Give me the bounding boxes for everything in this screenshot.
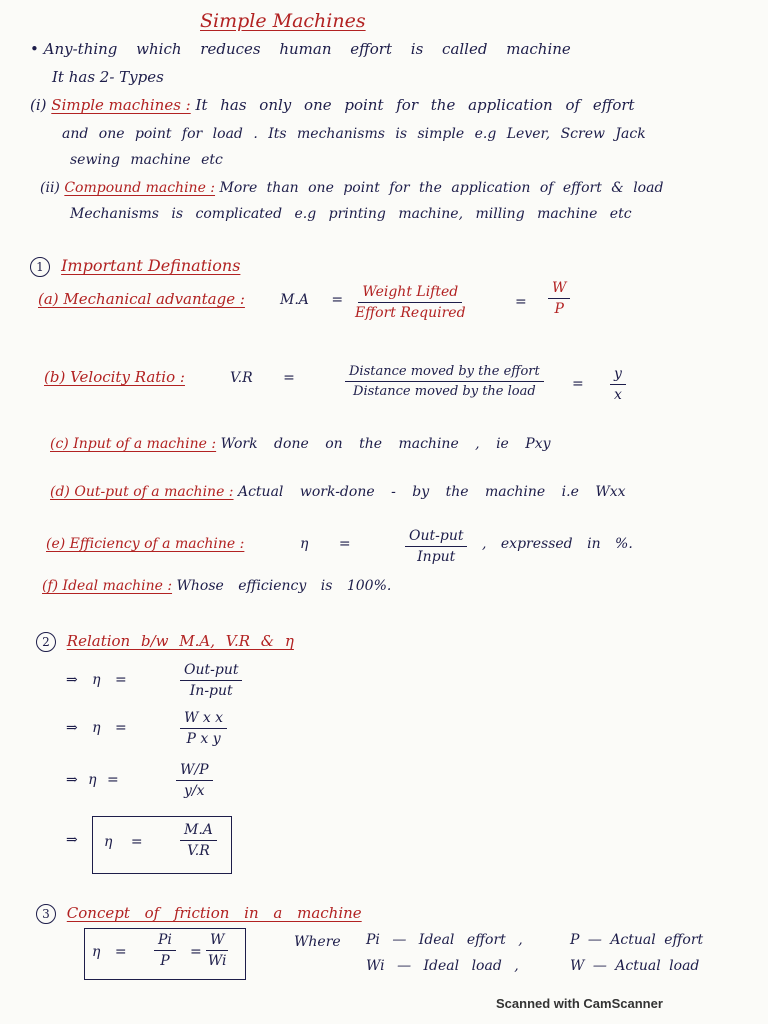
compound-machine-term: Compound machine : — [64, 180, 216, 196]
simple-machine-num: (i) — [30, 96, 47, 114]
relation-step-2-lhs: ⇒ η = — [66, 720, 127, 736]
relation-step-4-numerator: M.A — [180, 822, 217, 841]
relation-step-1-lhs: ⇒ η = — [66, 672, 127, 688]
simple-machine-line-3: sewing machine etc — [70, 152, 223, 168]
compound-machine-text-1: More than one point for the application of effort & load — [219, 180, 664, 196]
relation-step-4-lhs: ⇒ — [66, 832, 78, 848]
def-a-lhs: M.A = — [280, 292, 344, 308]
def-a-numerator-2: W — [548, 280, 570, 299]
relation-step-3-fraction — [176, 762, 213, 799]
section-2-heading — [36, 632, 294, 652]
def-b-lhs: V.R = — [230, 370, 295, 386]
section-3-title: Concept of friction in a machine — [66, 904, 362, 922]
def-b-denominator: Distance moved by the load — [353, 384, 536, 399]
def-a-fraction — [355, 284, 466, 321]
def-e-lhs: η = — [300, 536, 351, 552]
def-e-label-text: (e) Efficiency of a machine : — [46, 536, 245, 552]
def-b-label-text: (b) Velocity Ratio : — [44, 368, 185, 386]
friction-denominator-2: Wi — [207, 953, 227, 969]
def-b-eq: = — [572, 376, 584, 392]
simple-machine-text-1: It has only one point for the application of effort — [195, 96, 635, 114]
def-a-denominator: Effort Required — [355, 305, 466, 321]
relation-step-4-fraction — [180, 822, 217, 859]
compound-machine-line-1 — [40, 180, 663, 196]
def-b-numerator-2: y — [610, 366, 626, 385]
scanner-watermark: Scanned with CamScanner — [496, 996, 663, 1011]
simple-machine-term: Simple machines : — [51, 96, 191, 114]
friction-def-pi: Pi — Ideal effort , — [366, 932, 523, 948]
compound-machine-num: (ii) — [40, 180, 60, 196]
friction-def-p: P — Actual effort — [570, 932, 704, 948]
section-2-title: Relation b/w M.A, V.R & η — [66, 632, 294, 650]
friction-numerator-1: Pi — [154, 932, 176, 951]
relation-step-2-numerator: W x x — [180, 710, 227, 729]
friction-fraction-1 — [154, 932, 176, 969]
simple-machine-line-2: and one point for load . Its mechanisms is simple e.g Lever, Screw Jack — [62, 126, 646, 142]
def-b-fraction-2 — [610, 366, 626, 403]
relation-step-1-denominator: In-put — [189, 683, 233, 699]
def-a-label — [38, 290, 245, 308]
relation-step-4-inner: η = — [104, 834, 143, 850]
section-3-number: 3 — [36, 904, 56, 924]
def-b-numerator: Distance moved by the effort — [345, 364, 544, 382]
simple-machine-line-1 — [30, 96, 635, 114]
compound-machine-line-2: Mechanisms is complicated e.g printing machine, milling machine etc — [70, 206, 632, 222]
def-e-text: , expressed in %. — [482, 536, 633, 552]
def-f — [42, 578, 391, 594]
def-f-text: Whose efficiency is 100%. — [176, 578, 392, 594]
friction-numerator-2: W — [206, 932, 228, 951]
def-e-numerator: Out-put — [405, 528, 467, 547]
section-2-number: 2 — [36, 632, 56, 652]
def-a-label-text: (a) Mechanical advantage : — [38, 290, 245, 308]
friction-lhs: η = — [92, 944, 127, 960]
section-1-title: Important Definations — [61, 256, 241, 275]
intro-line-1: • Any-thing which reduces human effort is called machine — [30, 40, 571, 58]
intro-line-2: It has 2- Types — [52, 68, 164, 86]
def-d-text: Actual work-done - by the machine i.e Wxx — [237, 484, 626, 500]
def-d-label: (d) Out-put of a machine : — [50, 484, 234, 500]
def-b-label — [44, 368, 185, 386]
relation-step-1-fraction — [180, 662, 242, 699]
def-e-fraction — [405, 528, 467, 565]
def-c — [50, 436, 551, 452]
friction-eq: = — [190, 944, 202, 960]
relation-step-2-denominator: P x y — [186, 731, 221, 747]
relation-step-3-numerator: W/P — [176, 762, 213, 781]
friction-def-w: W — Actual load — [570, 958, 700, 974]
page-title — [200, 10, 366, 32]
section-1-number: 1 — [30, 257, 50, 277]
def-e-denominator: Input — [417, 549, 456, 565]
def-a-fraction-2 — [548, 280, 570, 317]
relation-step-4-denominator: V.R — [187, 843, 210, 859]
def-f-label: (f) Ideal machine : — [42, 578, 173, 594]
def-e-label — [46, 536, 244, 552]
page-title-text: Simple Machines — [200, 10, 366, 32]
def-a-numerator: Weight Lifted — [358, 284, 462, 303]
def-c-text: Work done on the machine , ie Pxy — [220, 436, 551, 452]
friction-denominator-1: P — [160, 953, 170, 969]
intro-text-1: Any-thing which reduces human effort is called machine — [43, 40, 571, 58]
def-d — [50, 484, 626, 500]
def-a-eq: = — [515, 294, 527, 310]
relation-step-2-fraction — [180, 710, 227, 747]
section-1-heading — [30, 256, 240, 277]
def-a-denominator-2: P — [554, 301, 564, 317]
relation-step-1-numerator: Out-put — [180, 662, 242, 681]
relation-step-3-denominator: y/x — [184, 783, 205, 799]
section-3-heading — [36, 904, 362, 924]
def-b-fraction — [345, 364, 544, 399]
def-b-denominator-2: x — [614, 387, 622, 403]
friction-where: Where — [294, 934, 341, 950]
def-c-label: (c) Input of a machine : — [50, 436, 217, 452]
relation-step-3-lhs: ⇒ η = — [66, 772, 119, 788]
friction-fraction-2 — [206, 932, 228, 969]
friction-def-wi: Wi — Ideal load , — [366, 958, 519, 974]
